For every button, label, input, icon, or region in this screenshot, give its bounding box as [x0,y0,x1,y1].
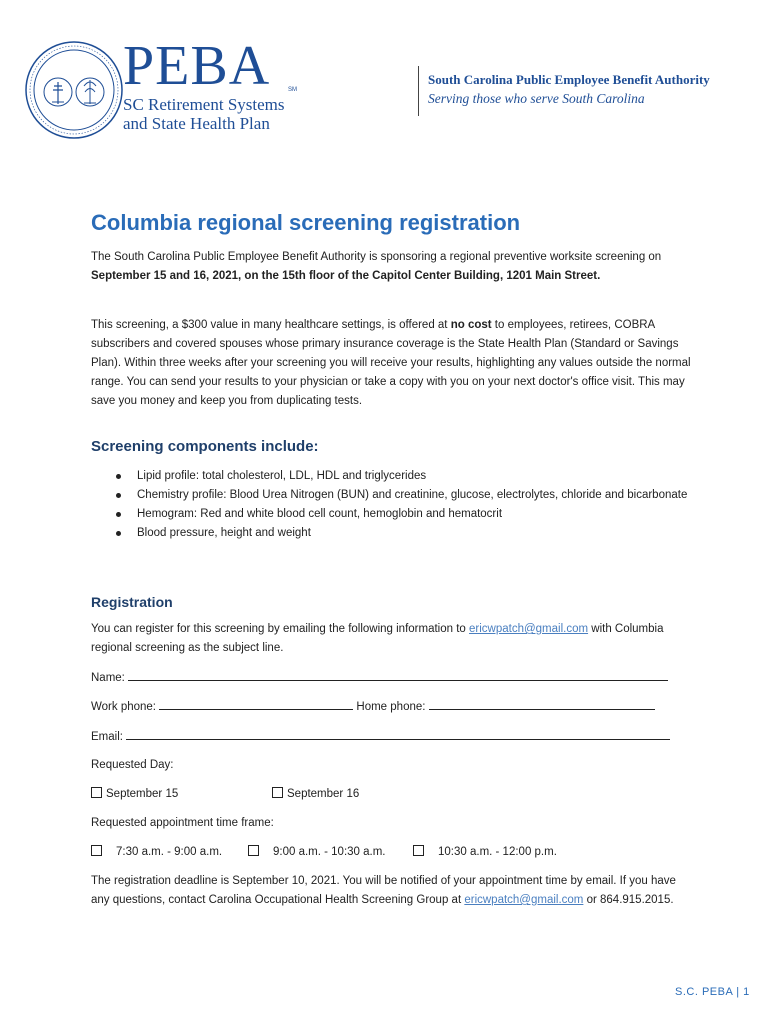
page-title: Columbia regional screening registration [91,210,521,235]
checkbox-icon[interactable] [91,845,102,856]
intro-paragraph-2 [91,316,691,411]
email-input-line[interactable] [126,727,670,740]
no-cost-emphasis: no cost [450,319,492,331]
contact-email-link[interactable]: ericwpatch@gmail.com [464,894,584,906]
phone-fields [91,697,655,717]
checkbox-icon[interactable] [272,787,283,798]
email-field [91,727,670,747]
organization-name: South Carolina Public Employee Benefit Authority [428,72,710,87]
header-divider [418,66,419,116]
time-option-3[interactable]: 10:30 a.m. - 12:00 p.m. [413,843,557,862]
intro-text: The South Carolina Public Employee Benefit Authority is sponsoring a regional preventive worksite screening on [91,251,662,263]
time-option-2[interactable]: 9:00 a.m. - 10:30 a.m. [248,843,386,862]
day-option-sep15[interactable]: September 15 [91,785,178,804]
requested-day-label: Requested Day: [91,759,174,771]
registration-email-link[interactable]: ericwpatch@gmail.com [469,623,589,635]
time-option-1[interactable]: 7:30 a.m. - 9:00 a.m. [91,843,222,862]
components-heading: Screening components include: [91,438,319,455]
registration-instructions: You can register for this screening by emailing the following information to ericwpatch@gmail.com with Columbia regional screening as the subject line. [91,623,664,654]
list-item: Blood pressure, height and weight [113,524,703,543]
screening-dates-location: September 15 and 16, 2021, on the 15th floor of the Capitol Center Building, 1201 Main Street. [91,270,601,282]
day-option-sep16[interactable]: September 16 [272,785,359,804]
checkbox-icon[interactable] [91,787,102,798]
registration-heading: Registration [91,594,173,610]
work-phone-input-line[interactable] [159,697,353,710]
logo-wordmark: PEBA [123,35,271,97]
bullet-icon [116,531,121,536]
email-label: Email: [91,731,123,743]
list-item: Chemistry profile: Blood Urea Nitrogen (BUN) and creatinine, glucose, electrolytes, chloride and bicarbonate [113,486,703,505]
time-frame-label: Requested appointment time frame: [91,817,274,829]
service-mark: SM [288,87,297,93]
logo-subtitle-line2: and State Health Plan [123,114,270,133]
organization-tagline: Serving those who serve South Carolina [428,91,645,106]
home-phone-input-line[interactable] [429,697,655,710]
state-seal-logo [24,40,124,140]
intro-text: to employees, retirees, COBRA subscribers and covered spouses whose primary insurance coverage is the State Health Plan (Standard or Savings Plan). Within three weeks after your screening you will receive your results, highlighting any values outside the normal range. You can send your results to your physician or take a copy with you on your next doctor's office visit. This may save you money and keep you from duplicating tests. [91,319,691,407]
list-item: Lipid profile: total cholesterol, LDL, HDL and triglycerides [113,467,703,486]
checkbox-icon[interactable] [413,845,424,856]
bullet-icon [116,512,121,517]
intro-text: This screening, a $300 value in many healthcare settings, is offered at [91,319,451,331]
logo-subtitle-line1: SC Retirement Systems [123,95,285,114]
name-field [91,668,668,688]
bullet-icon [116,474,121,479]
name-label: Name: [91,672,125,684]
page-footer: S.C. PEBA | 1 [675,986,750,998]
registration-deadline-paragraph: The registration deadline is September 10, 2021. You will be notified of your appointment time by email. If you have any questions, contact Carolina Occupational Health Screening Group at ericwpatch@gmail.com or 864.915.2015. [91,875,676,906]
home-phone-label: Home phone: [356,701,426,713]
bullet-icon [116,493,121,498]
work-phone-label: Work phone: [91,701,156,713]
checkbox-icon[interactable] [248,845,259,856]
components-list [113,467,703,543]
name-input-line[interactable] [128,668,668,681]
intro-paragraph-1 [91,248,691,286]
list-item: Hemogram: Red and white blood cell count, hemoglobin and hematocrit [113,505,703,524]
